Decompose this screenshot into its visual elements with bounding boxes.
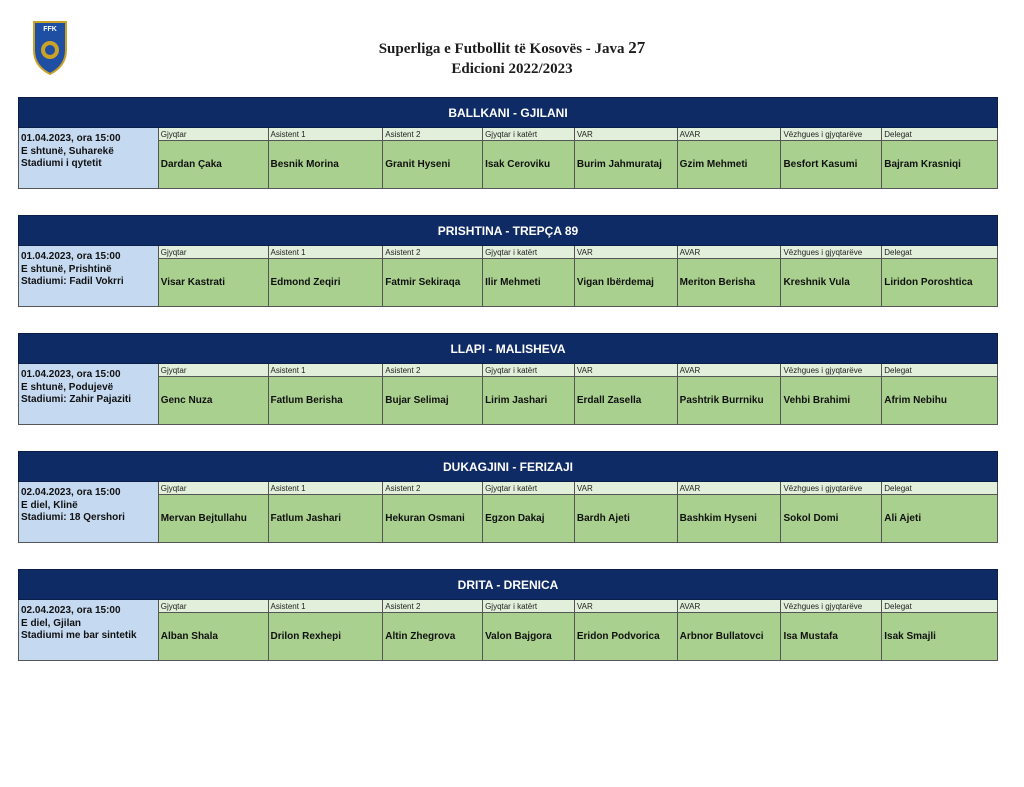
official-cell <box>483 128 575 188</box>
week-number: 27 <box>628 38 646 57</box>
match-day-city: E diel, Gjilan <box>21 617 82 629</box>
match-details <box>18 364 998 425</box>
role-label: Delegat <box>882 600 997 613</box>
official-cell <box>159 482 269 542</box>
official-name: Pashtrik Burrniku <box>678 377 781 424</box>
role-label: Asistent 1 <box>269 600 383 613</box>
official-cell <box>383 600 483 660</box>
official-cell <box>575 482 678 542</box>
official-name: Drilon Rexhepi <box>269 613 383 660</box>
match-stadium: Stadiumi: Zahir Pajaziti <box>21 394 132 405</box>
role-label: Gjyqtar <box>159 364 268 377</box>
match-info <box>19 364 159 424</box>
official-cell <box>159 600 269 660</box>
official-name: Isak Ceroviku <box>483 141 574 188</box>
official-name: Valon Bajgora <box>483 613 574 660</box>
official-name: Sokol Domi <box>781 495 881 542</box>
role-label: Delegat <box>882 482 997 495</box>
official-cell <box>383 364 483 424</box>
role-label: VAR <box>575 128 677 141</box>
official-cell <box>781 600 882 660</box>
role-label: Asistent 2 <box>383 364 482 377</box>
official-cell <box>678 128 782 188</box>
role-label: AVAR <box>678 246 781 259</box>
official-cell <box>269 600 384 660</box>
role-label: Asistent 1 <box>269 128 383 141</box>
official-cell <box>383 246 483 306</box>
official-cell <box>575 364 678 424</box>
official-cell <box>159 128 269 188</box>
role-label: Gjyqtar i katërt <box>483 246 574 259</box>
match-details <box>18 246 998 307</box>
official-name: Isak Smajli <box>882 613 997 660</box>
official-name: Edmond Zeqiri <box>269 259 383 306</box>
official-name: Arbnor Bullatovci <box>678 613 781 660</box>
match-info <box>19 482 159 542</box>
official-cell <box>383 482 483 542</box>
match-details <box>18 128 998 189</box>
official-cell <box>781 364 882 424</box>
official-cell <box>269 364 384 424</box>
role-label: Gjyqtar <box>159 482 268 495</box>
official-name: Ali Ajeti <box>882 495 997 542</box>
match-stadium: Stadiumi me bar sintetik <box>21 630 137 641</box>
official-cell <box>678 246 782 306</box>
role-label: Asistent 1 <box>269 246 383 259</box>
role-label: VAR <box>575 482 677 495</box>
role-label: Delegat <box>882 128 997 141</box>
role-label: Asistent 1 <box>269 482 383 495</box>
official-cell <box>483 482 575 542</box>
match-date-time: 02.04.2023, ora 15:00 <box>21 605 121 616</box>
match-date-time: 01.04.2023, ora 15:00 <box>21 369 121 380</box>
official-name: Vehbi Brahimi <box>781 377 881 424</box>
match-info <box>19 246 159 306</box>
role-label: AVAR <box>678 364 781 377</box>
official-cell <box>882 364 997 424</box>
role-label: Gjyqtar i katërt <box>483 600 574 613</box>
role-label: Delegat <box>882 246 997 259</box>
official-name: Egzon Dakaj <box>483 495 574 542</box>
match-stadium: Stadiumi i qytetit <box>21 158 102 169</box>
role-label: Asistent 1 <box>269 364 383 377</box>
match-info <box>19 600 159 660</box>
role-label: Vëzhgues i gjyqtarëve <box>781 246 881 259</box>
role-label: Gjyqtar i katërt <box>483 482 574 495</box>
official-name: Besfort Kasumi <box>781 141 881 188</box>
role-label: VAR <box>575 364 677 377</box>
role-label: VAR <box>575 246 677 259</box>
role-label: AVAR <box>678 482 781 495</box>
official-cell <box>383 128 483 188</box>
match-teams: BALLKANI - GJILANI <box>18 97 998 128</box>
match-day-city: E diel, Klinë <box>21 499 78 511</box>
official-name: Visar Kastrati <box>159 259 268 306</box>
official-name: Bajram Krasniqi <box>882 141 997 188</box>
official-cell <box>882 482 997 542</box>
match-block <box>18 569 998 661</box>
match-date-time: 01.04.2023, ora 15:00 <box>21 251 121 262</box>
role-label: AVAR <box>678 600 781 613</box>
page-title <box>0 38 1024 79</box>
official-name: Dardan Çaka <box>159 141 268 188</box>
official-cell <box>269 246 384 306</box>
edition-subtitle: Edicioni 2022/2023 <box>451 61 573 77</box>
official-name: Vigan Ibërdemaj <box>575 259 677 306</box>
official-name: Eridon Podvorica <box>575 613 677 660</box>
official-cell <box>269 482 384 542</box>
official-name: Genc Nuza <box>159 377 268 424</box>
role-label: Gjyqtar <box>159 246 268 259</box>
official-name: Isa Mustafa <box>781 613 881 660</box>
match-day-city: E shtunë, Podujevë <box>21 381 114 393</box>
official-cell <box>575 246 678 306</box>
official-cell <box>781 482 882 542</box>
official-cell <box>483 600 575 660</box>
match-teams: PRISHTINA - TREPÇA 89 <box>18 215 998 246</box>
match-info <box>19 128 159 188</box>
official-name: Granit Hyseni <box>383 141 482 188</box>
official-name: Kreshnik Vula <box>781 259 881 306</box>
role-label: Gjyqtar <box>159 600 268 613</box>
match-teams: DRITA - DRENICA <box>18 569 998 600</box>
official-name: Lirim Jashari <box>483 377 574 424</box>
match-block <box>18 215 998 307</box>
role-label: AVAR <box>678 128 781 141</box>
official-name: Burim Jahmurataj <box>575 141 677 188</box>
official-cell <box>781 128 882 188</box>
match-stadium: Stadiumi: 18 Qershori <box>21 512 125 523</box>
official-name: Altin Zhegrova <box>383 613 482 660</box>
official-cell <box>678 482 782 542</box>
official-name: Besnik Morina <box>269 141 383 188</box>
role-label: Gjyqtar <box>159 128 268 141</box>
role-label: Asistent 2 <box>383 246 482 259</box>
official-name: Fatlum Berisha <box>269 377 383 424</box>
official-name: Bashkim Hyseni <box>678 495 781 542</box>
official-name: Bardh Ajeti <box>575 495 677 542</box>
title-text: Superliga e Futbollit të Kosovës - Java <box>378 41 629 57</box>
official-cell <box>159 246 269 306</box>
match-details <box>18 600 998 661</box>
official-name: Fatlum Jashari <box>269 495 383 542</box>
official-cell <box>159 364 269 424</box>
official-name: Bujar Selimaj <box>383 377 482 424</box>
role-label: Vëzhgues i gjyqtarëve <box>781 482 881 495</box>
official-name: Gzim Mehmeti <box>678 141 781 188</box>
role-label: VAR <box>575 600 677 613</box>
official-name: Liridon Poroshtica <box>882 259 997 306</box>
role-label: Asistent 2 <box>383 600 482 613</box>
official-cell <box>269 128 384 188</box>
official-name: Fatmir Sekiraqa <box>383 259 482 306</box>
official-name: Meriton Berisha <box>678 259 781 306</box>
role-label: Asistent 2 <box>383 482 482 495</box>
official-cell <box>882 246 997 306</box>
official-cell <box>781 246 882 306</box>
official-name: Mervan Bejtullahu <box>159 495 268 542</box>
match-teams: DUKAGJINI - FERIZAJI <box>18 451 998 482</box>
role-label: Vëzhgues i gjyqtarëve <box>781 128 881 141</box>
match-details <box>18 482 998 543</box>
official-cell <box>678 600 782 660</box>
official-name: Afrim Nebihu <box>882 377 997 424</box>
role-label: Gjyqtar i katërt <box>483 128 574 141</box>
official-name: Alban Shala <box>159 613 268 660</box>
match-day-city: E shtunë, Suharekë <box>21 145 114 157</box>
match-date-time: 02.04.2023, ora 15:00 <box>21 487 121 498</box>
official-cell <box>882 600 997 660</box>
match-block <box>18 451 998 543</box>
official-name: Erdall Zasella <box>575 377 677 424</box>
match-stadium: Stadiumi: Fadil Vokrri <box>21 276 124 287</box>
match-teams: LLAPI - MALISHEVA <box>18 333 998 364</box>
official-cell <box>483 246 575 306</box>
match-block <box>18 333 998 425</box>
match-date-time: 01.04.2023, ora 15:00 <box>21 133 121 144</box>
role-label: Gjyqtar i katërt <box>483 364 574 377</box>
match-block <box>18 97 998 189</box>
official-cell <box>575 600 678 660</box>
official-cell <box>678 364 782 424</box>
role-label: Vëzhgues i gjyqtarëve <box>781 364 881 377</box>
svg-text:FFK: FFK <box>43 26 57 33</box>
match-day-city: E shtunë, Prishtinë <box>21 263 112 275</box>
official-name: Hekuran Osmani <box>383 495 482 542</box>
role-label: Delegat <box>882 364 997 377</box>
role-label: Vëzhgues i gjyqtarëve <box>781 600 881 613</box>
role-label: Asistent 2 <box>383 128 482 141</box>
official-name: Ilir Mehmeti <box>483 259 574 306</box>
official-cell <box>575 128 678 188</box>
official-cell <box>882 128 997 188</box>
official-cell <box>483 364 575 424</box>
